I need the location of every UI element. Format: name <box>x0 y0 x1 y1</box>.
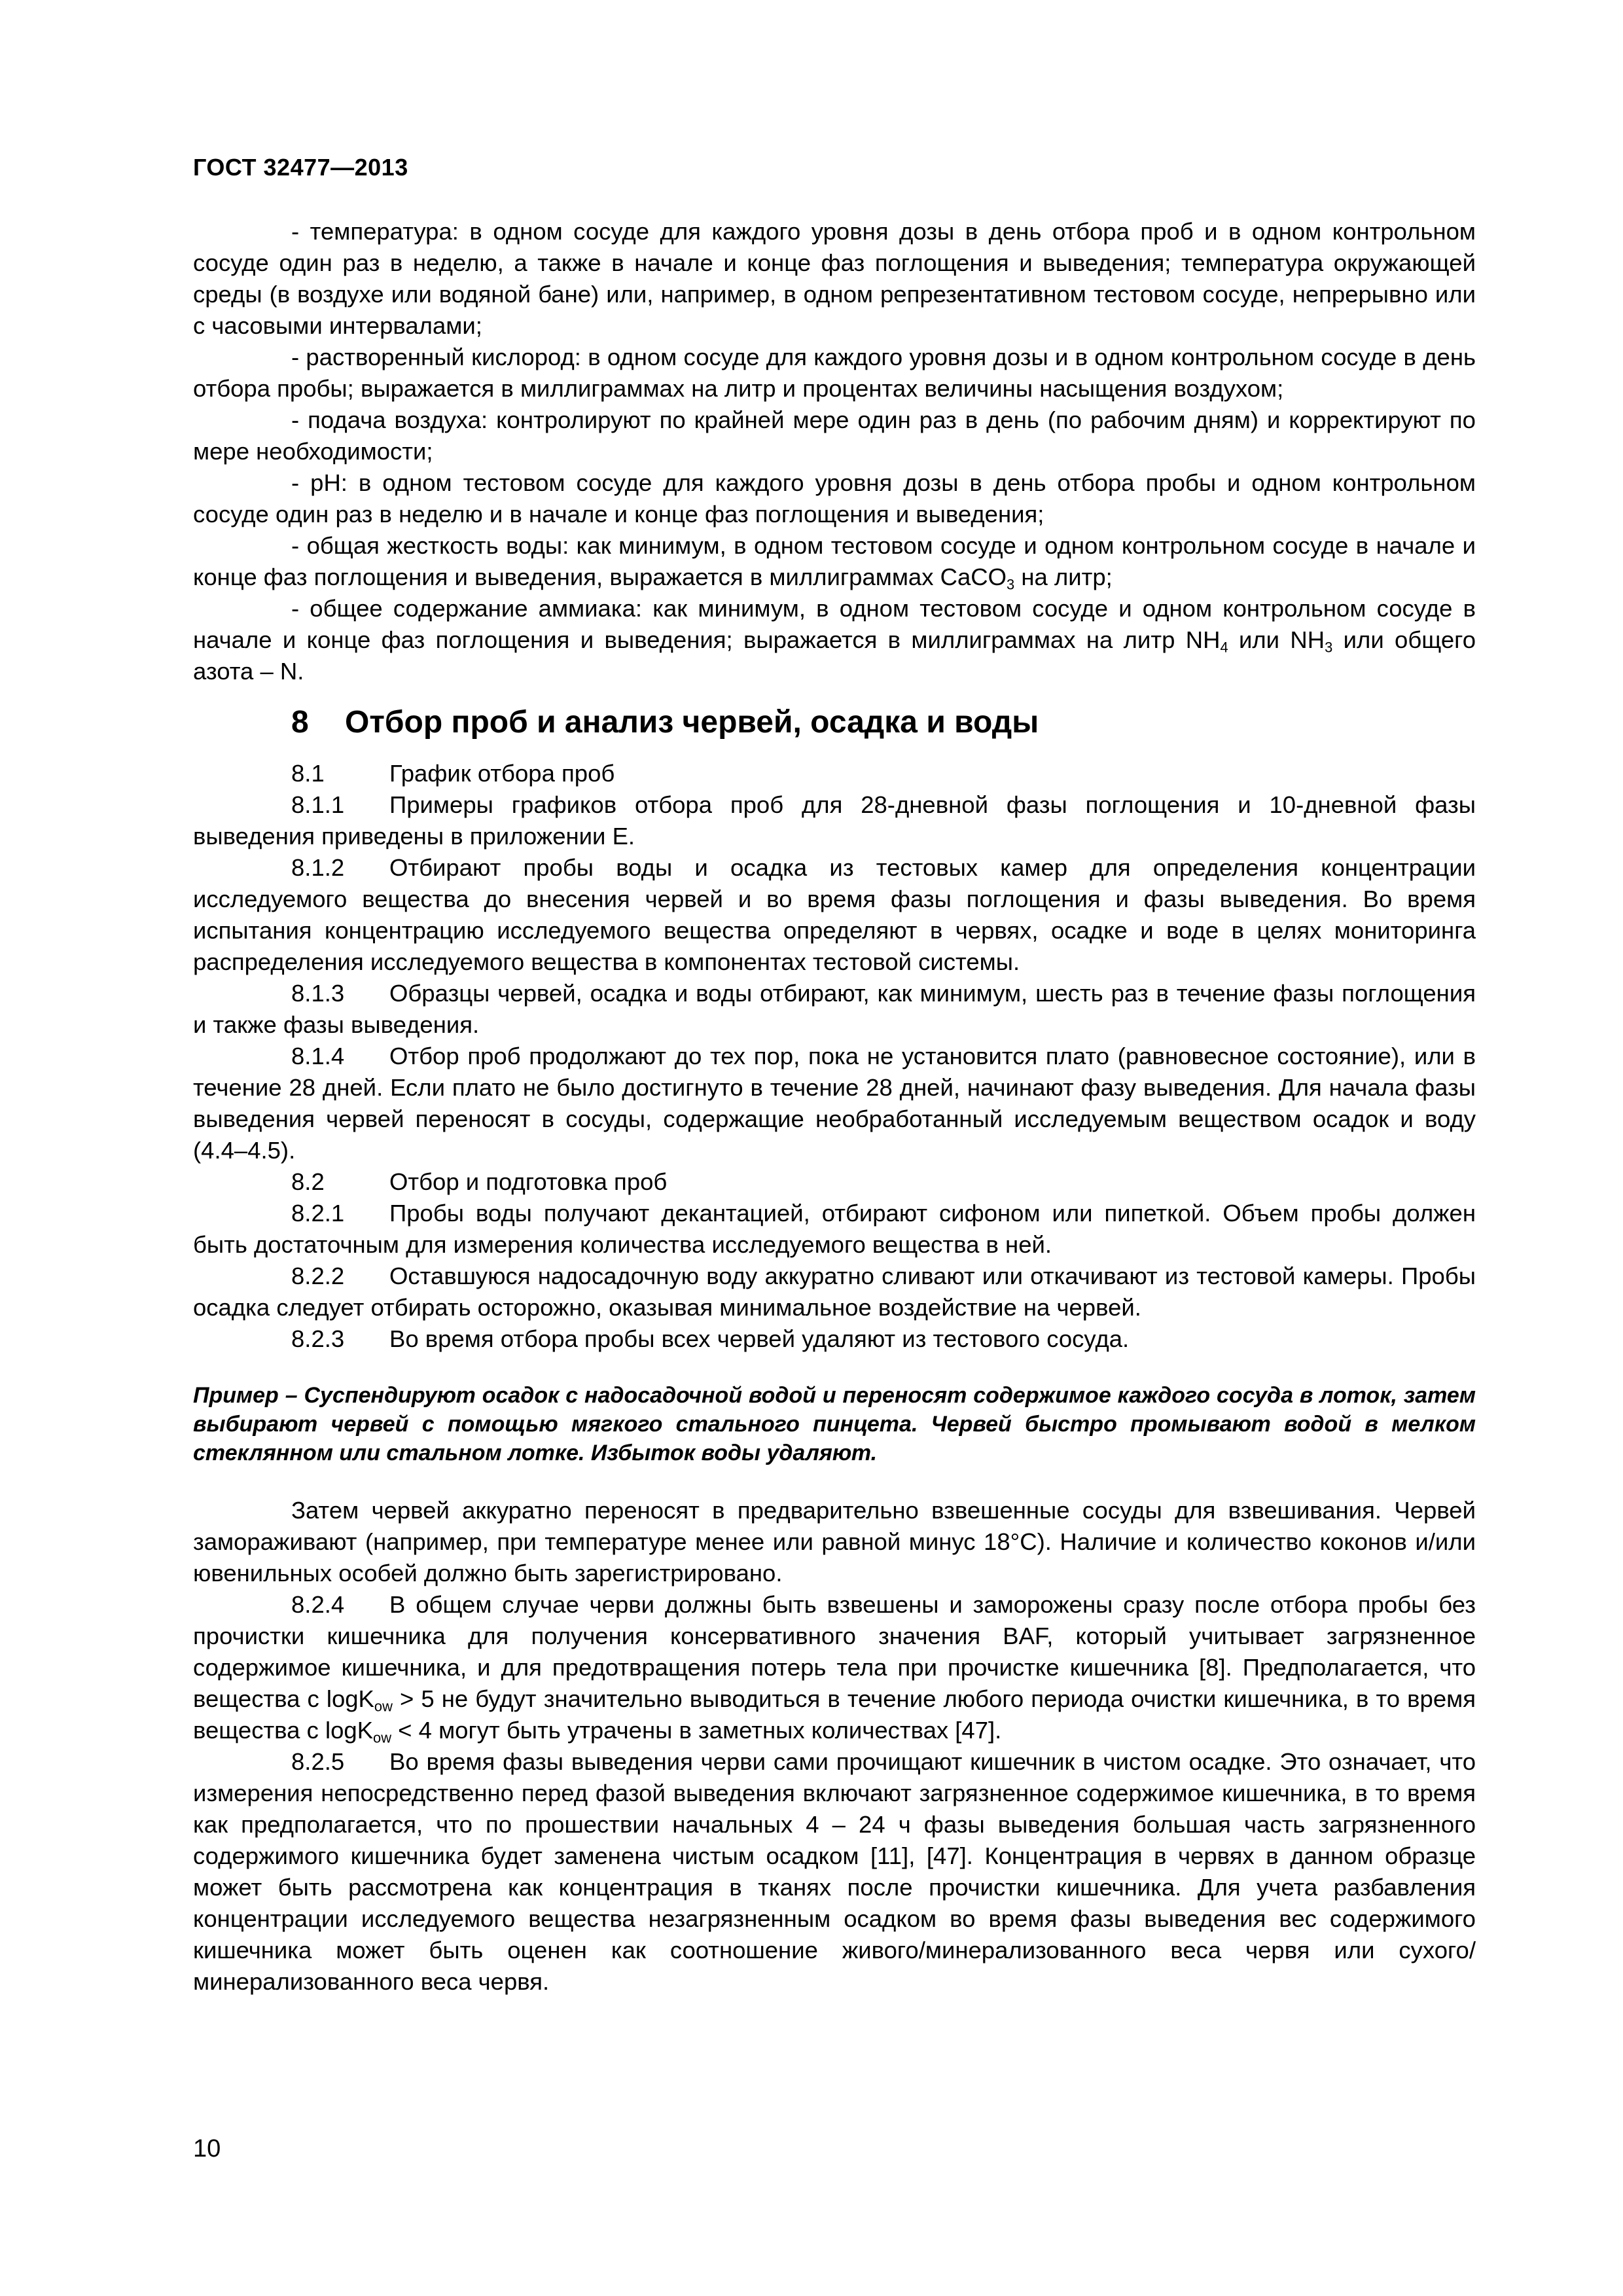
paragraph-ammonia: - общее содержание аммиака: как минимум, в одном тестовом сосуде и одном контрольном сосуде в начале и конце фаз поглощения и выведения; выражается в миллиграммах на литр $NH_4$ или $NH_3$ или общего азота – N. <box>193 595 1476 685</box>
clause-8-2-1: 8.2.1 Пробы воды получают декантацией, отбирают сифоном или пипеткой. Объем пробы должен быть достаточным для измерения количества исследуемого вещества в ней. <box>193 1200 1476 1258</box>
document-body <box>193 216 1476 1998</box>
paragraph-ph: - pH: в одном тестовом сосуде для каждого уровня дозы в день отбора пробы и одном контрольном сосуде один раз в неделю и в начале и конце фаз поглощения и выведения; <box>193 469 1476 528</box>
subsection-8-2: 8.2 Отбор и подготовка проб <box>291 1168 668 1195</box>
clause-8-1-1: 8.1.1 Примеры графиков отбора проб для 28-дневной фазы поглощения и 10-дневной фазы выведения приведены в приложении Е. <box>193 791 1476 850</box>
standard-code-header: ГОСТ 32477—2013 <box>193 154 408 181</box>
paragraph-air-supply: - подача воздуха: контролируют по крайней мере один раз в день (по рабочим дням) и корректируют по мере необходимости; <box>193 406 1476 465</box>
paragraph-dissolved-oxygen: - растворенный кислород: в одном сосуде для каждого уровня дозы и в одном контрольном сосуде в день отбора пробы; выражается в миллиграммах на литр и процентах величины насыщения воздухом; <box>193 344 1476 402</box>
clause-8-2-3: 8.2.3 Во время отбора пробы всех червей удаляют из тестового сосуда. <box>291 1325 1130 1352</box>
section-heading-8 <box>291 702 1476 744</box>
clause-8-2-2: 8.2.2 Оставшуюся надосадочную воду аккуратно сливают или откачивают из тестовой камеры. Пробы осадка следует отбирать осторожно, оказывая минимальное воздействие на червей. <box>193 1263 1476 1321</box>
clause-8-2-5: 8.2.5 Во время фазы выведения черви сами прочищают кишечник в чистом осадке. Это означает, что измерения непосредственно перед фазой выведения включают загрязненное содержимое кишечника, в то время как предполагается, что по прошествии начальных 4 – 24 ч фазы выведения большая часть загрязненного содержимого кишечника будет заменена чистым осадком [11], [47]. Концентрация в червях в данном образце может быть рассмотрена как концентрация в тканях после прочистки кишечника. Для учета разбавления концентрации исследуемого вещества незагрязненным осадком во время фазы выведения вес содержимого кишечника может быть оценен как соотношение живого/минерализованного веса червя или сухого/минерализованного веса червя. <box>193 1748 1476 1995</box>
paragraph-water-hardness: - общая жесткость воды: как минимум, в одном тестовом сосуде и одном контрольном сосуде в начале и конце фаз поглощения и выведения, выражается в миллиграммах CaCO$_3$ на литр; <box>193 532 1476 593</box>
page-number: 10 <box>193 2135 221 2162</box>
paragraph-temperature: - температура: в одном сосуде для каждого уровня дозы в день отбора проб и в одном контрольном сосуде один раз в неделю, а также в начале и конце фаз поглощения и выведения; температура окружающей среды (в воздухе или водяной бане) или, например, в одном репрезентативном тестовом сосуде, непрерывно или с часовыми интервалами; <box>193 218 1476 339</box>
section-title: Отбор проб и анализ червей, осадка и воды <box>345 705 1039 740</box>
clause-8-1-3: 8.1.3 Образцы червей, осадка и воды отбирают, как минимум, шесть раз в течение фазы поглощения и также фазы выведения. <box>193 980 1476 1038</box>
clause-8-2-4: 8.2.4 В общем случае черви должны быть взвешены и заморожены сразу после отбора пробы без прочистки кишечника для получения консервативного значения BAF, который учитывает загрязненное содержимое кишечника, и для предотвращения потерь тела при прочистке кишечника [8]. Предполагается, что вещества с logK$_{ow}$ > 5 не будут значительно выводиться в течение любого периода очистки кишечника, в то время вещества с logK$_{ow}$ < 4 могут быть утрачены в заметных количествах [47]. <box>193 1591 1476 1746</box>
subsection-8-1: 8.1 График отбора проб <box>291 760 615 787</box>
section-number: 8 <box>291 705 309 740</box>
clause-8-1-2: 8.1.2 Отбирают пробы воды и осадка из тестовых камер для определения концентрации исследуемого вещества до внесения червей и во время фазы поглощения и фазы выведения. Во время испытания концентрацию исследуемого вещества определяют в червях, осадке и воде в целях мониторинга распределения исследуемого вещества в компонентах тестовой системы. <box>193 854 1476 975</box>
clause-8-1-4: 8.1.4 Отбор проб продолжают до тех пор, пока не установится плато (равновесное состояние), или в течение 28 дней. Если плато не было достигнуто в течение 28 дней, начинают фазу выведения. Для начала фазы выведения червей переносят в сосуды, содержащие необработанный исследуемым веществом осадок и воду (4.4–4.5). <box>193 1043 1476 1164</box>
paragraph-after-example: Затем червей аккуратно переносят в предварительно взвешенные сосуды для взвешивания. Червей замораживают (например, при температуре менее или равной минус 18°С). Наличие и количество коконов и/или ювенильных особей должно быть зарегистрировано. <box>193 1497 1476 1587</box>
example-note: Пример – Суспендируют осадок с надосадочной водой и переносят содержимое каждого сосуда в лоток, затем выбирают червей с помощью мягкого стального пинцета. Червей быстро промывают водой в мелком стеклянном или стальном лотке. Избыток воды удаляют. <box>193 1383 1476 1465</box>
